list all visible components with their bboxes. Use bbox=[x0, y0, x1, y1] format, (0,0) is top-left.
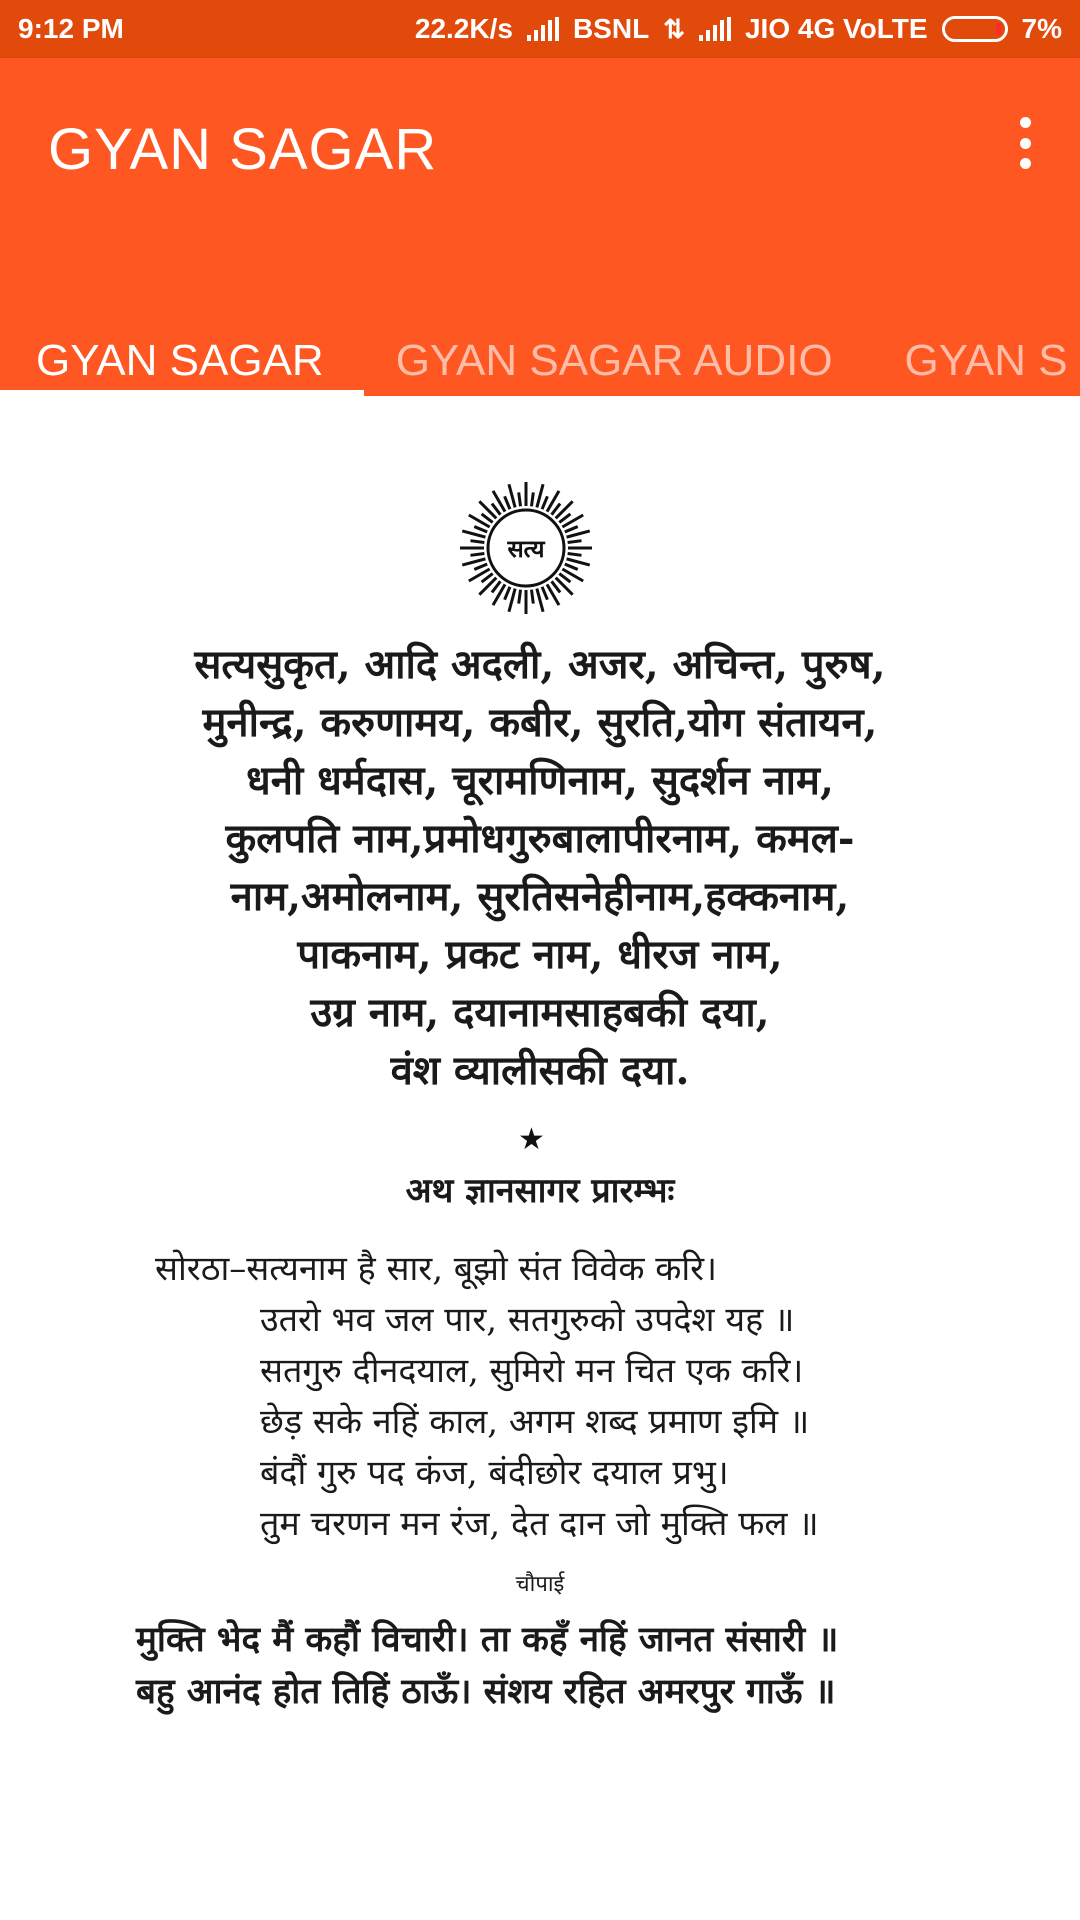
chaupai-line: बहु आनंद होत तिहिं ठाऊँ। संशय रहित अमरपुर गाऊँ ॥ bbox=[136, 1671, 836, 1712]
invocation-line: वंश व्यालीसकी दया. bbox=[390, 1047, 690, 1094]
app-title: GYAN SAGAR bbox=[48, 117, 438, 182]
invocation-line: धनी धर्मदास, चूरामणिनाम, सुदर्शन नाम, bbox=[246, 757, 834, 804]
sortha-line: उतरो भव जल पार, सतगुरुको उपदेश यह ॥ bbox=[260, 1300, 795, 1340]
carrier-1: BSNL bbox=[572, 13, 650, 44]
invocation-line: मुनीन्द्र, करुणामय, कबीर, सुरति,योग संतायन, bbox=[202, 699, 878, 746]
sun-emblem-icon bbox=[456, 478, 596, 618]
sortha-verse bbox=[155, 1244, 819, 1550]
network-speed: 22.2K/s bbox=[414, 13, 513, 44]
tab-gyan-sagar-audio[interactable]: GYAN SAGAR AUDIO bbox=[395, 336, 833, 385]
invocation-verse bbox=[0, 636, 1080, 1100]
battery-icon bbox=[942, 16, 1008, 42]
data-transfer-icon: ⇅ bbox=[663, 13, 685, 44]
app-bar bbox=[0, 58, 1080, 396]
sortha-line: बंदौं गुरु पद कंज, बंदीछोर दयाल प्रभु। bbox=[260, 1453, 729, 1493]
page-content[interactable] bbox=[0, 396, 1080, 1920]
status-time: 9:12 PM bbox=[18, 13, 124, 44]
status-indicators bbox=[415, 13, 1062, 45]
chaupai-label: चौपाई bbox=[515, 1572, 565, 1597]
section-heading: अथ ज्ञानसागर प्रारम्भः bbox=[405, 1171, 675, 1211]
chaupai-verse bbox=[136, 1614, 838, 1718]
star-icon: ★ bbox=[518, 1122, 545, 1157]
emblem-label: सत्य bbox=[507, 533, 545, 563]
more-vert-icon[interactable] bbox=[1000, 113, 1050, 173]
sortha-line: छेड़ सके नहिं काल, अगम शब्द प्रमाण इमि ॥ bbox=[260, 1402, 810, 1442]
invocation-line: पाकनाम, प्रकट नाम, धीरज नाम, bbox=[297, 931, 783, 978]
invocation-line: कुलपति नाम,प्रमोधगुरुबालापीरनाम, कमल- bbox=[225, 815, 855, 862]
carrier-2: JIO 4G VoLTE bbox=[744, 13, 928, 44]
signal-icon bbox=[527, 17, 559, 41]
sortha-line: तुम चरणन मन रंज, देत दान जो मुक्ति फल ॥ bbox=[260, 1504, 819, 1544]
sortha-line: सोरठा–सत्यनाम है सार, बूझो संत विवेक करि। bbox=[155, 1249, 717, 1289]
invocation-line: नाम,अमोलनाम, सुरतिसनेहीनाम,हक्कनाम, bbox=[230, 873, 850, 920]
chaupai-line: मुक्ति भेद मैं कहौं विचारी। ता कहँ नहिं जानत संसारी ॥ bbox=[136, 1619, 839, 1660]
status-bar bbox=[0, 0, 1080, 58]
battery-level: 7% bbox=[1021, 13, 1062, 44]
tab-bar bbox=[0, 278, 1080, 396]
invocation-line: उग्र नाम, दयानामसाहबकी दया, bbox=[310, 989, 770, 1036]
signal-icon bbox=[699, 17, 731, 41]
invocation-line: सत्यसुकृत, आदि अदली, अजर, अचिन्त, पुरुष, bbox=[194, 641, 886, 688]
tab-gyan-sagar-more[interactable]: GYAN S bbox=[904, 336, 1068, 385]
tab-gyan-sagar[interactable]: GYAN SAGAR bbox=[36, 336, 324, 385]
sortha-line: सतगुरु दीनदयाल, सुमिरो मन चित एक करि। bbox=[260, 1351, 804, 1391]
